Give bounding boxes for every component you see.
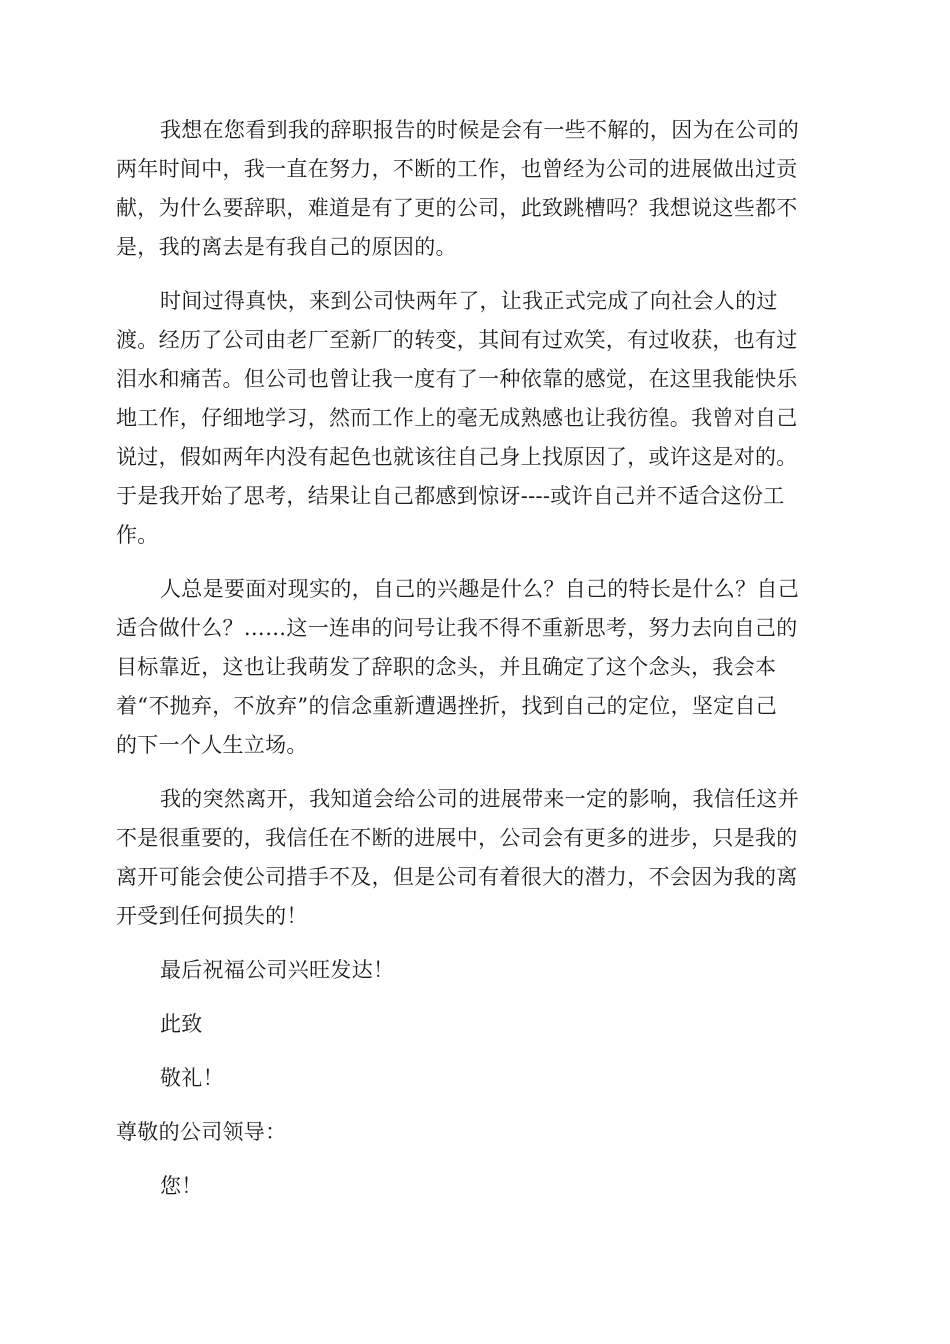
paragraph-face-reality: 人总是要面对现实的，自己的兴趣是什么？自己的特长是什么？自己 适合做什么？……这一连串的问号让我不得不重新思考，努力去向自己的 目标靠近，这也让我萌发了辞职的念头，并且确定了这个念头，我会本 着“不抛弃，不放弃”的信念重新遭遇挫折，找到自己的定位，坚定自己 的下一个人生立场。 — [116, 577, 799, 757]
closing-wish: 最后祝福公司兴旺发达！ — [160, 958, 395, 982]
letter-body — [116, 111, 832, 1206]
paragraph-sudden-leave: 我的突然离开，我知道会给公司的进展带来一定的影响，我信任这并 不是很重要的，我信任在不断的进展中，公司会有更多的进步，只是我的 离开可能会使公司措手不及，但是公司有着很大的潜力，不会因为我的离 开受到任何损失的！ — [116, 787, 799, 928]
closing-jingli: 敬礼！ — [160, 1066, 224, 1090]
paragraph-reason-intro: 我想在您看到我的辞职报告的时候是会有一些不解的，因为在公司的 两年时间中，我一直在努力，不断的工作，也曾经为公司的进展做出过贡 献，为什么要辞职，难道是有了更的公司，此致跳槽吗？我想说这些都不 是，我的离去是有我自己的原因的。 — [116, 118, 799, 259]
paragraph-time-passed: 时间过得真快，来到公司快两年了，让我正式完成了向社会人的过 渡。经历了公司由老厂至新厂的转变，其间有过欢笑，有过收获，也有过 泪水和痛苦。但公司也曾让我一度有了一种依靠的感觉，在这里我能快乐 地工作，仔细地学习，然而工作上的毫无成熟感也让我彷徨。我曾对自己 说过，假如两年内没有起色也就该往自己身上找原因了，或许这是对的。 于是我开始了思考，结果让自己都感到惊讶----或许自己并不适合这份工 作。 — [116, 289, 798, 547]
greeting: 您！ — [160, 1174, 203, 1198]
salutation: 尊敬的公司领导： — [116, 1120, 287, 1144]
closing-cizhi: 此致 — [160, 1012, 203, 1036]
